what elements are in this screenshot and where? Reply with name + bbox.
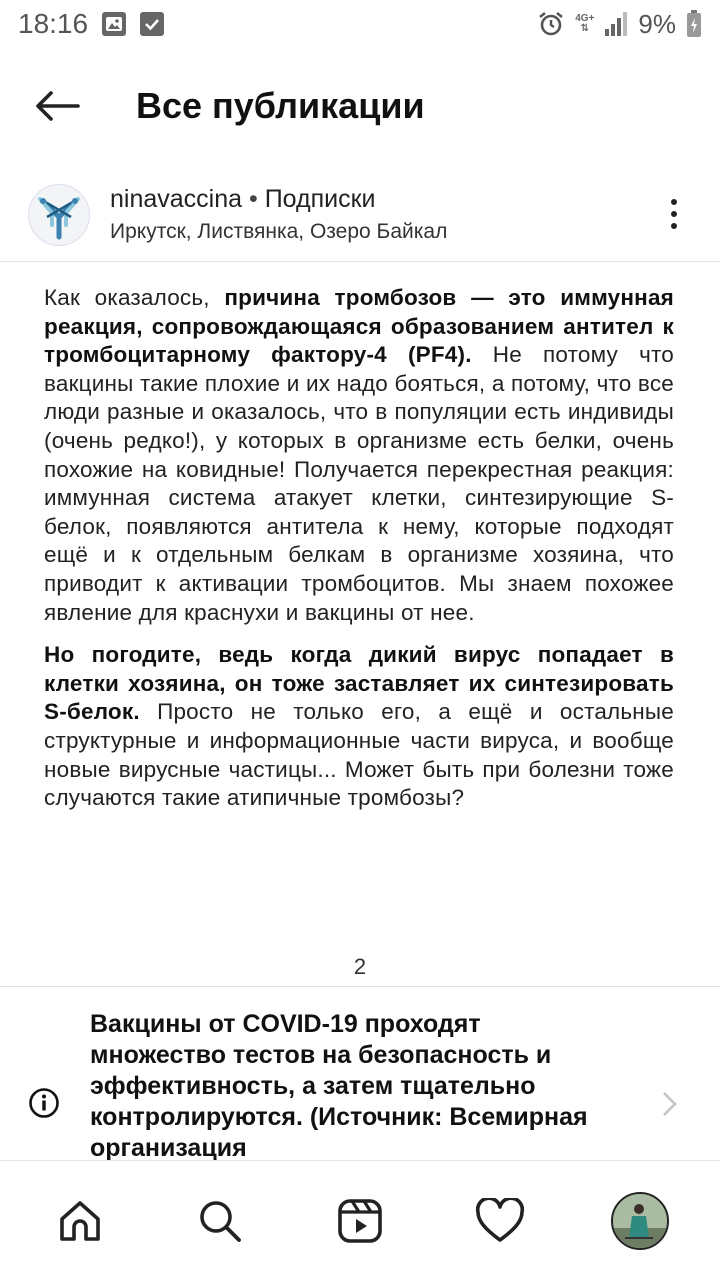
paragraph-1-rest: Не потому что вакцины такие плохие и их надо бояться, а потому, что все люди разные и оказалось, что в популяции есть индивиды (очень редко!), у которых в организме есть белки, очень похожие на ковидные! Получается перекрестная реакция: иммунная система атакует клетки, синтезирующие S-белок, появляются антитела к нему, которые подходят ещё и к отдельным белкам в организме хозяина, что приводит к активации тромбоцитов. Мы знаем похожее явление для краснухи и вакцины от нее. (44, 342, 674, 625)
paragraph-1-bold: причина тромбозов — это иммунная реакция, сопровождающаяся образованием антител к тромбоцитарному фактору-4 (PF4). (44, 285, 674, 368)
home-icon (56, 1197, 104, 1245)
paragraph-2-rest: Просто не только его, а ещё и остальные структурные и информационные части вируса, и вообще новые вирусные частицы... Может быть при болезни тоже случаются такие атипичные тромбозы? (44, 699, 674, 811)
post-paragraph-2 (44, 641, 674, 813)
post-header (0, 168, 720, 262)
profile-avatar (611, 1192, 669, 1250)
gallery-icon (102, 12, 126, 36)
author-avatar[interactable] (28, 184, 90, 246)
dot-icon (671, 223, 677, 229)
status-time: 18:16 (18, 8, 89, 39)
post-separator: • (242, 185, 265, 213)
nav-reels[interactable] (325, 1186, 395, 1256)
app-header (0, 60, 720, 152)
dot-icon (671, 199, 677, 205)
page-number: 2 (353, 954, 367, 979)
follow-status[interactable]: Подписки (264, 185, 376, 213)
bottom-nav (0, 1160, 720, 1280)
post-paragraph-1 (44, 284, 674, 627)
post-image[interactable] (0, 262, 720, 986)
post-user-line (110, 185, 447, 214)
battery-icon (686, 10, 702, 38)
page-title: Все публикации (136, 85, 425, 126)
dot-icon (671, 211, 677, 217)
back-button[interactable] (22, 71, 92, 141)
status-left (18, 8, 164, 40)
more-options-button[interactable] (654, 194, 694, 234)
post-username[interactable]: ninavaccina (110, 185, 243, 213)
nav-home[interactable] (45, 1186, 115, 1256)
search-icon (196, 1197, 244, 1245)
paragraph-1-intro: Как оказалось, (44, 285, 225, 310)
reels-icon (336, 1197, 384, 1245)
heart-icon (475, 1198, 525, 1244)
profile-photo-icon (613, 1194, 667, 1248)
network-type: 4G+ ⇅ (575, 13, 595, 34)
paragraph-2-bold: Но погодите, ведь когда дикий вирус попадает в клетки хозяина, он тоже заставляет их синтезировать S-белок. (44, 642, 674, 725)
arrow-left-icon (34, 90, 80, 122)
info-icon (28, 1087, 60, 1119)
nav-search[interactable] (185, 1186, 255, 1256)
alarm-icon (537, 10, 565, 38)
nav-activity[interactable] (465, 1186, 535, 1256)
status-right (537, 9, 702, 40)
nav-profile[interactable] (605, 1186, 675, 1256)
chevron-right-icon (660, 1090, 680, 1118)
antibody-logo-icon (33, 189, 85, 241)
signal-icon (604, 11, 628, 37)
status-bar (0, 0, 720, 48)
post-location[interactable]: Иркутск, Листвянка, Озеро Байкал (110, 220, 448, 243)
covid-info-banner[interactable] (0, 986, 720, 1160)
post-meta (110, 185, 447, 244)
check-box-icon (140, 12, 164, 36)
battery-level: 9% (638, 8, 676, 39)
info-banner-text: Вакцины от COVID-19 проходят множество тестов на безопасность и эффективность, а затем тщательно контролируются. (Источник: Всемирная организация (90, 1010, 588, 1160)
